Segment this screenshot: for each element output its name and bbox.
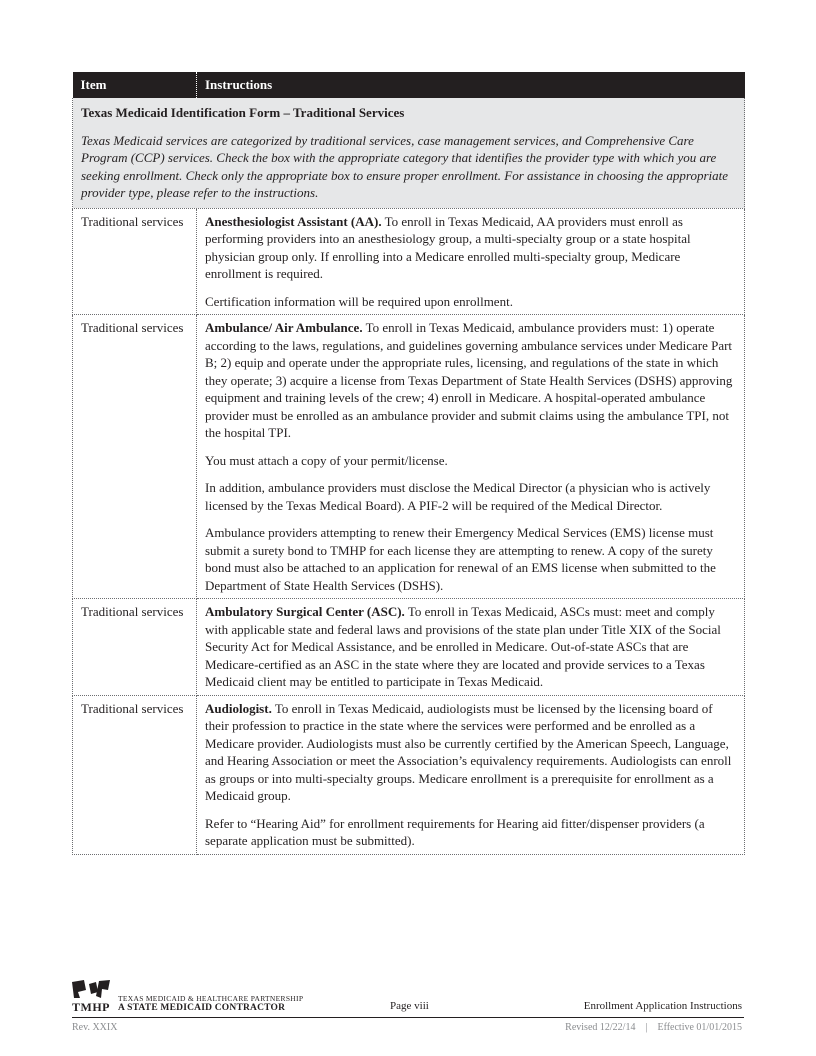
paragraph-text: To enroll in Texas Medicaid, audiologists must be licensed by the licensing board of their profession to practice in the state where the services were performed and be enrolled as a Medicare provider. Audiologists must also be currently certified by the American Speech, Language, and Hearing Association or meet the Association’s equivalency requirements. Audiologists can enroll as groups or into multi-specialty groups. Medicare enrollment is a prerequisite for enrollment as a Medicaid group.: [205, 700, 732, 803]
logo-wordmark: TMHP: [72, 1000, 110, 1014]
provider-type-heading: Ambulatory Surgical Center (ASC).: [205, 604, 405, 619]
item-cell: Traditional services: [73, 315, 197, 599]
instructions-cell: [197, 695, 745, 854]
paragraph: [205, 213, 736, 283]
partnership-name: TEXAS MEDICAID & HEALTHCARE PARTNERSHIP: [118, 994, 304, 1003]
table-row: [73, 208, 745, 315]
paragraph-text: To enroll in Texas Medicaid, AA providers must enroll as performing providers into an anesthesiology group, a multi-specialty group or a state hospital physician group only. If enrolling into a Medicare enrolled multi-specialty group, Medicare enrollment is required.: [205, 213, 691, 281]
document-title: Enrollment Application Instructions: [583, 1000, 742, 1012]
section-cell: [73, 98, 745, 208]
paragraph: You must attach a copy of your permit/license.: [205, 452, 448, 468]
paragraph-text: To enroll in Texas Medicaid, ASCs must: meet and comply with applicable state and federal laws and provisions of the state plan under Title XIX of the Social Security Act for Medical Assistance, and be enrolled in Medicare. Out-of-state ASCs that are Medicare-certified as an ASC in the state where they are located and provide services to a Texas Medicaid client may be entitled to participate in Texas Medicaid.: [205, 604, 721, 689]
paragraph: Ambulance providers attempting to renew their Emergency Medical Services (EMS) license must submit a surety bond to TMHP for each license they are attempting to renew. A copy of the surety bond must also be attached to an application for renewal of an EMS license when submitted to the Department of State Health Services (DSHS).: [205, 525, 716, 593]
instructions-cell: [197, 208, 745, 315]
effective-date: Effective 01/01/2015: [657, 1022, 742, 1033]
item-cell: Traditional services: [73, 599, 197, 696]
table-row: [73, 315, 745, 599]
instructions-table: [72, 72, 745, 855]
item-cell: Traditional services: [73, 695, 197, 854]
section-title: Texas Medicaid Identification Form – Traditional Services: [81, 105, 405, 120]
instructions-cell: [197, 599, 745, 696]
date-separator: |: [645, 1022, 648, 1033]
paragraph: Certification information will be required upon enrollment.: [205, 293, 513, 309]
provider-type-heading: Audiologist.: [205, 700, 272, 716]
item-column-header: Item: [73, 72, 197, 98]
paragraph: [205, 319, 736, 442]
footer-divider: [72, 1017, 744, 1018]
revision-label: Rev. XXIX: [72, 1022, 118, 1033]
paragraph: [205, 700, 736, 805]
table-header-row: [73, 72, 745, 98]
page-number: Page viii: [390, 1000, 429, 1012]
date-info: [565, 1022, 742, 1033]
instructions-cell: [197, 315, 745, 599]
paragraph: In addition, ambulance providers must disclose the Medical Director (a physician who is actively licensed by the Texas Medical Board). A PIF-2 will be required of the Medical Director.: [205, 480, 711, 513]
page-footer: [72, 980, 744, 1020]
revised-date: Revised 12/22/14: [565, 1022, 636, 1033]
table-row: [73, 599, 745, 696]
provider-type-heading: Anesthesiologist Assistant (AA).: [205, 213, 382, 229]
item-cell: Traditional services: [73, 208, 197, 315]
paragraph: [205, 603, 736, 691]
section-header-row: [73, 98, 745, 208]
table-row: [73, 695, 745, 854]
paragraph: Refer to “Hearing Aid” for enrollment requirements for Hearing aid fitter/dispenser providers (a separate application must be submitted).: [205, 815, 705, 848]
section-intro: Texas Medicaid services are categorized by traditional services, case management services, and Comprehensive Care Program (CCP) services. Check the box with the appropriate category that identifies the provider type with which you are seeking enrollment. Check only the appropriate box to ensure proper enrollment. For assistance in choosing the appropriate provider type, please refer to the instructions.: [81, 132, 729, 200]
provider-type-heading: Ambulance/ Air Ambulance.: [205, 320, 363, 335]
contractor-label: A STATE MEDICAID CONTRACTOR: [118, 1003, 286, 1013]
instructions-column-header: Instructions: [197, 72, 745, 98]
paragraph-text: To enroll in Texas Medicaid, ambulance providers must: 1) operate according to the laws, regulations, and guidelines governing ambulance services under Medicare Part B; 2) equip and operate under the appropriate rules, licensing, and regulations of the state in which they operate; 3) acquire a license from Texas Department of State Health Services (DSHS) approving equipment and training levels of the crew; 4) enroll in Medicare. A hospital-operated ambulance provider must be enrolled as an ambulance provider and submit claims using the ambulance TPI, not the hospital TPI.: [205, 320, 733, 440]
